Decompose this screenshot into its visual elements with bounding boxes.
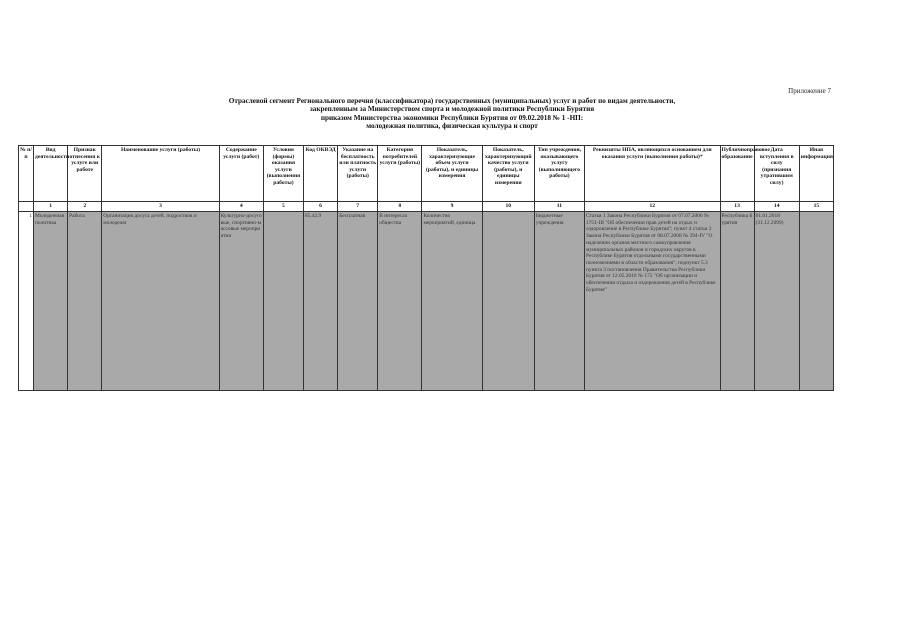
header-service-name: Наименование услуги (работы) [102, 146, 219, 202]
cell-type: Работа [68, 212, 102, 391]
header-type: Признак отнесения к услуге или работе [68, 146, 102, 202]
header-institution-type: Тип учреждения, оказывающего услугу (выполняющего работы) [534, 146, 584, 202]
column-number: 11 [534, 202, 584, 212]
column-number: 9 [422, 202, 482, 212]
cell-institution-type: Бюджетные учреждения [534, 212, 584, 391]
column-number: 1 [34, 202, 68, 212]
cell-volume-indicator: Количество мероприятий, единица [422, 212, 482, 391]
header-num: № п/п [19, 146, 34, 202]
cell-consumers: В интересах общества [378, 212, 422, 391]
header-content: Содержание услуги (работ) [219, 146, 263, 202]
column-number-blank [19, 202, 34, 212]
column-number: 5 [263, 202, 303, 212]
title-line-2: закрепленным за Министерством спорта и молодежной политики Республики Бурятия [309, 105, 595, 114]
cell-effective-date: 01.01.2018 (31.12.2099) [754, 212, 799, 391]
cell-activity: Молодежная политика [34, 212, 68, 391]
table-row [19, 212, 834, 391]
column-number: 6 [304, 202, 338, 212]
title-line-3: приказом Министерства экономики Республики Бурятия от 09.02.2018 № 1 -НП: [320, 113, 584, 122]
column-number: 7 [338, 202, 378, 212]
header-other-info: Иная информация [799, 146, 833, 202]
column-number: 2 [68, 202, 102, 212]
appendix-label: Приложение 7 [788, 87, 831, 95]
cell-other-info [799, 212, 833, 391]
header-quality-indicator: Показатель, характеризующий качество услуги (работы), и единицы измерения [482, 146, 534, 202]
column-number: 10 [482, 202, 534, 212]
column-number: 14 [754, 202, 799, 212]
header-conditions: Условия (формы) оказания услуги (выполнения работы) [263, 146, 303, 202]
cell-payment: Бесплатная [338, 212, 378, 391]
title-line-1: Отраслевой сегмент Регионального перечня (классификатора) государственных (муниципальных) услуг и работ по видам деятельности, [228, 97, 676, 105]
column-number-row [19, 202, 834, 212]
title-line-4: молодежная политика, физическая культура и спорт [366, 122, 538, 131]
row-number: 1 [19, 212, 34, 391]
header-consumers: Категория потребителей услуги (работы) [378, 146, 422, 202]
column-number: 8 [378, 202, 422, 212]
header-row [19, 146, 834, 202]
cell-public-entity: Республика Бурятия [720, 212, 754, 391]
column-number: 4 [219, 202, 263, 212]
header-effective-date: Дата вступления в силу (признания утратившим силу) [754, 146, 799, 202]
cell-conditions [263, 212, 303, 391]
column-number: 3 [102, 202, 219, 212]
header-legal-acts: Реквизиты НПА, являющихся основанием для оказания услуги (выполнения работы)* [585, 146, 720, 202]
header-volume-indicator: Показатель, характеризующие объем услуги (работы), и единицы измерения [422, 146, 482, 202]
header-public-entity: Публичноправовое образование [720, 146, 754, 202]
document-title [120, 97, 784, 131]
cell-content: Культурно-досуговые, спортивно-массовые мероприятия [219, 212, 263, 391]
column-number: 15 [799, 202, 833, 212]
cell-okved: 85.42.9 [304, 212, 338, 391]
cell-legal-acts: Статья 1 Закона Республики Бурятия от 07.07.2006 № 1751-III "Об обеспечении прав детей на отдых и оздоровление в Республике Бурятия"; пункт 4 статьи 3 Закона Республики Бурятия от 08.07.2008 № 394-IV "О наделении органов местного самоуправления муниципальных районов и городских округов в Республике Бурятия отдельными государственными полномочиями в области образования"; подпункт 5.3 пункта 3 постановления Правительства Республики Бурятия от 12.05.2010 № 175 "Об организации и обеспечении отдыха и оздоровления детей в Республике Бурятия" [585, 212, 720, 391]
column-number: 12 [585, 202, 720, 212]
registry-table [18, 145, 834, 391]
cell-quality-indicator [482, 212, 534, 391]
column-number: 13 [720, 202, 754, 212]
header-payment: Указание на бесплатность или платность услуги (работы) [338, 146, 378, 202]
header-okved: Код ОКВЭД [304, 146, 338, 202]
cell-service-name: Организация досуга детей, подростков и молодежи [102, 212, 219, 391]
header-activity: Вид деятельности [34, 146, 68, 202]
